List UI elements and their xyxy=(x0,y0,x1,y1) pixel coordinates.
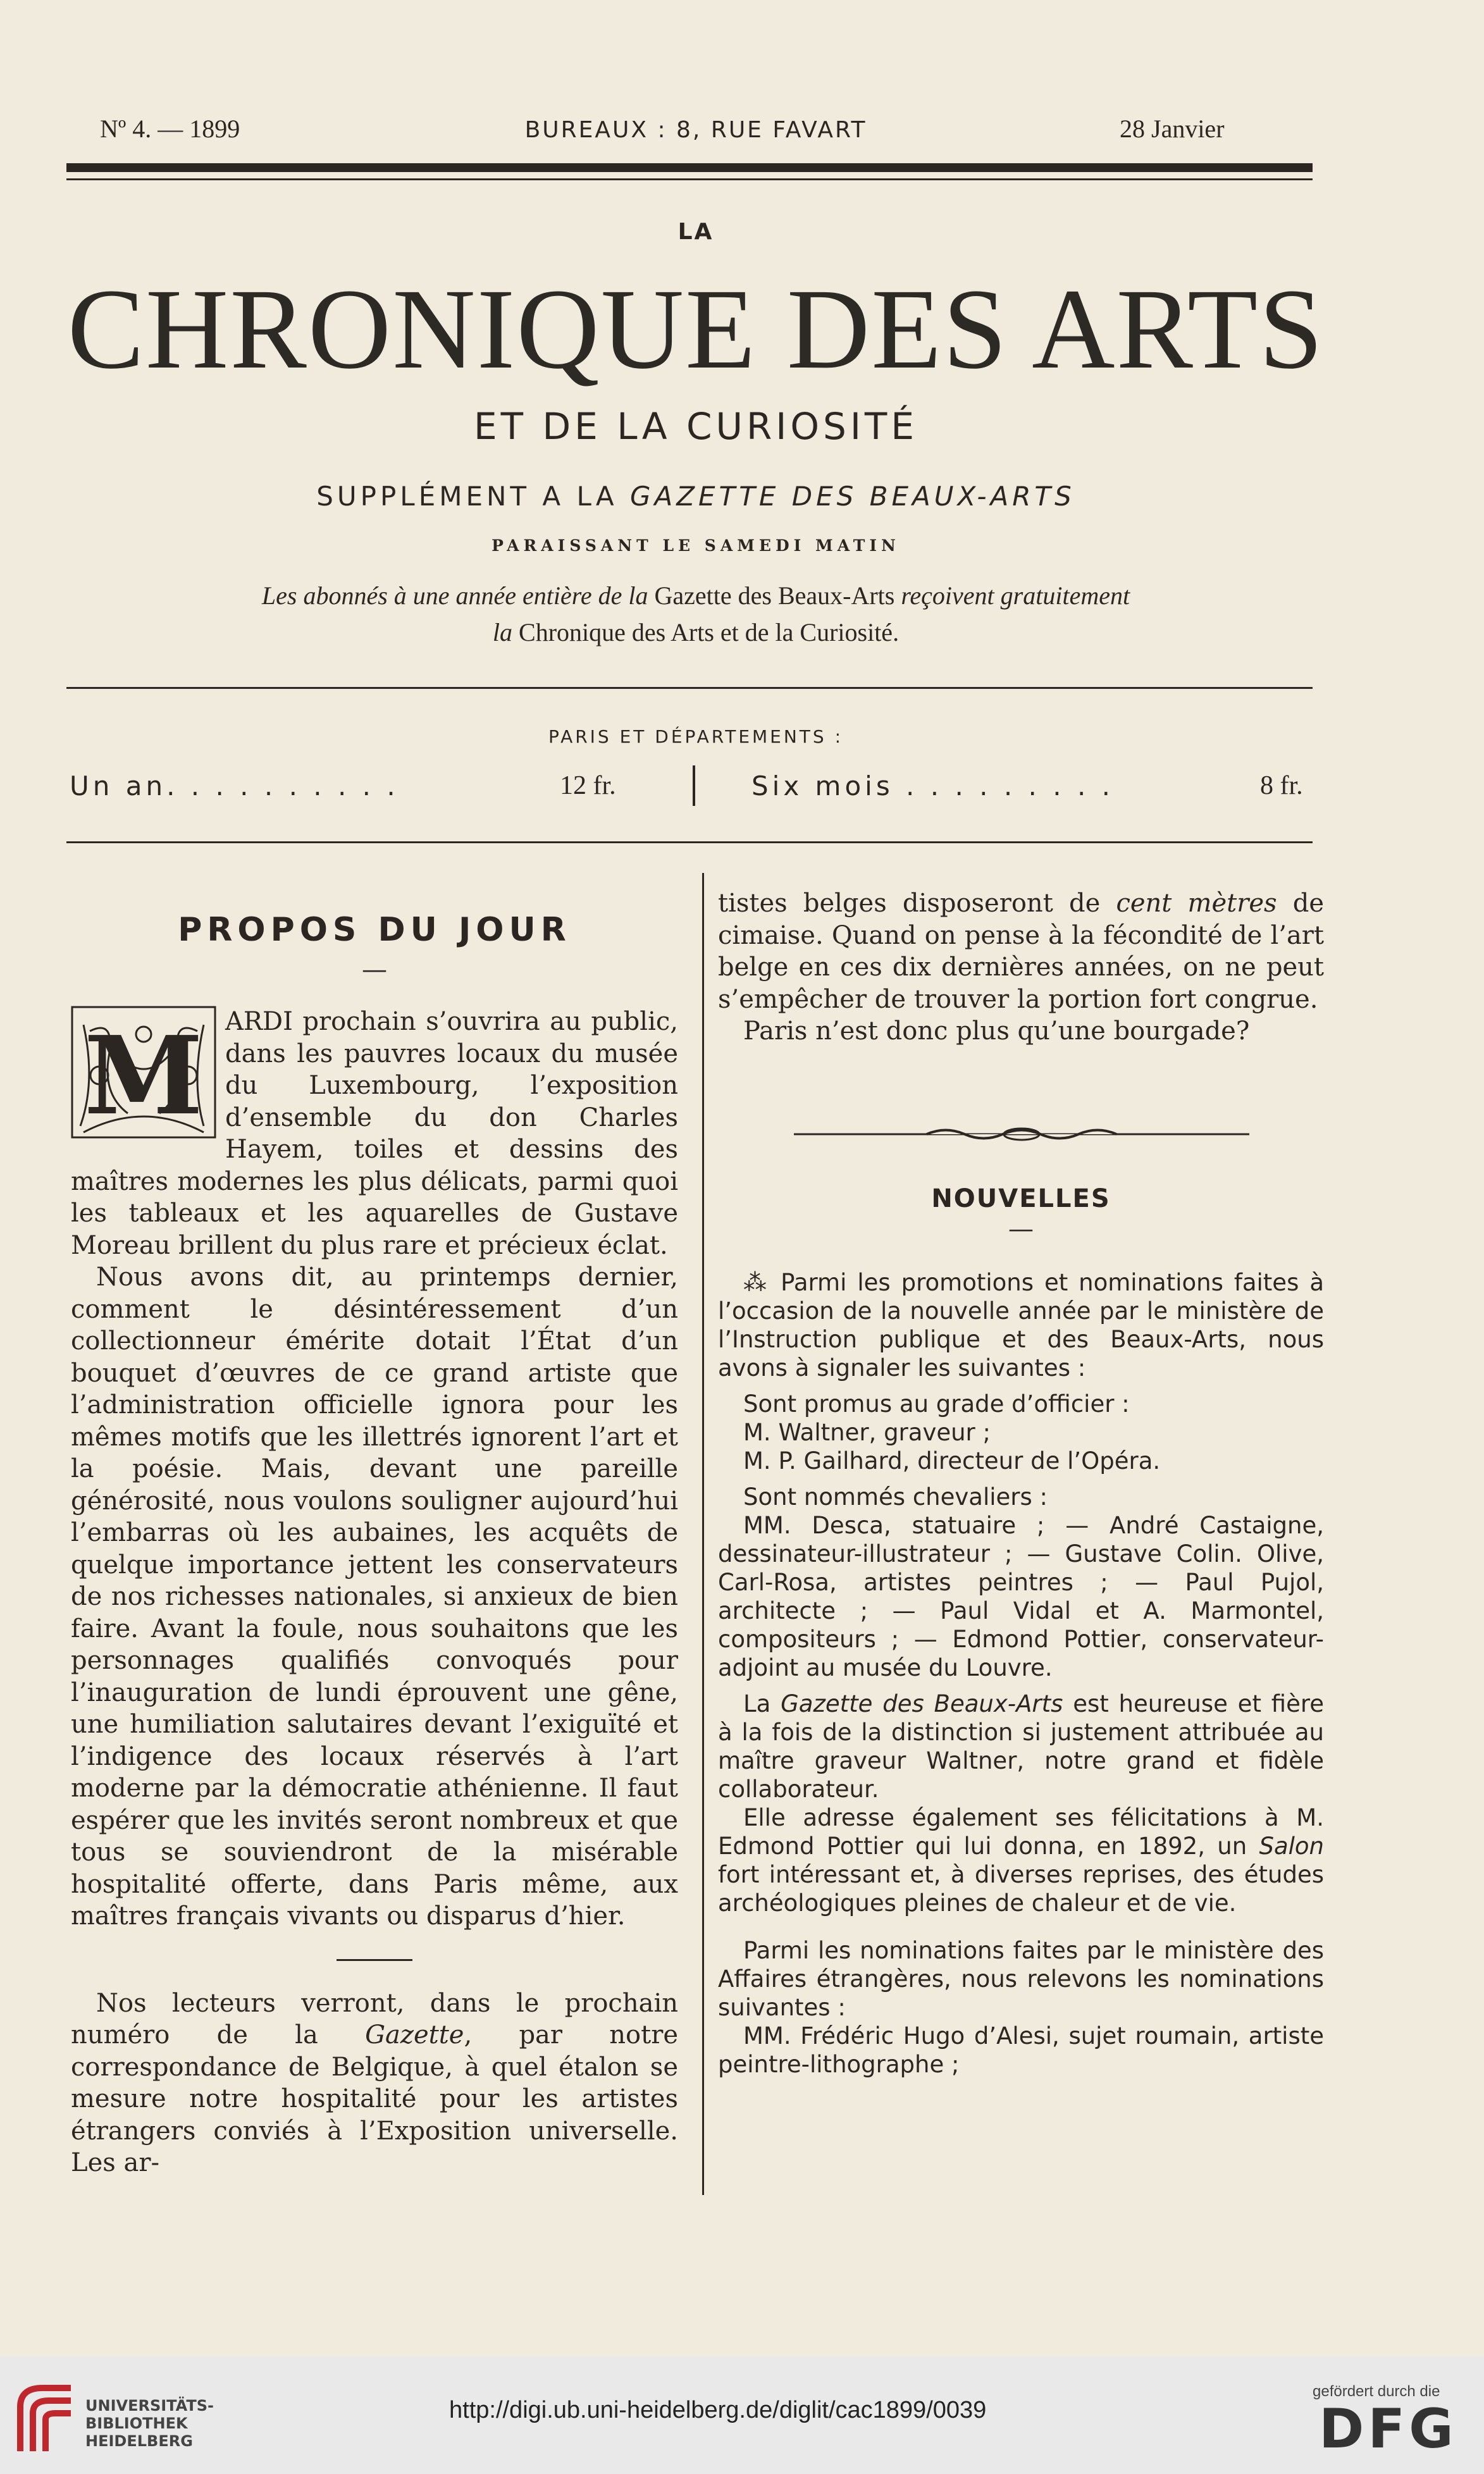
subscribers-text-a: Les abonnés à une année entière de la xyxy=(261,581,648,610)
nouvelles-heading: NOUVELLES xyxy=(931,1184,1111,1213)
propos-paragraph-2: Nous avons dit, au printemps dernier, comment le désintéressement d’un collectionneur émérite dotait l’État d’un bouquet d’œuvres de ce grand artiste que l’administration officielle ignora pour les mêmes motifs que les illettrés ignorent l’art et la poésie. Mais, devant une pareille générosité, nous voulons souligner aujourd’hui l’embarras où les aubaines, les acquêts de quelque importance jettent les conservateurs de nos richesses nationales, si anxieux de bien faire. Avant la foule, nous souhaitons que les personnages qualifiés convoqués pour l’inauguration de lundi éprouvent une gêne, une humiliation salutaires devant l’exiguïté et l’indigence des locaux réservés à l’art moderne par la démocratie athénienne. Il faut espérer que les invités seront nombreux et que tous se souviendront de la misérable hospitalité offerte, dans Paris même, aux maîtres français vivants ou disparus d’hier. xyxy=(71,1263,678,1931)
nouvelles-waltner: M. Waltner, graveur ; xyxy=(743,1419,991,1446)
propos-continuation xyxy=(718,888,1324,1048)
issue-date: 28 Janvier xyxy=(1120,114,1225,143)
n8-salon: Salon xyxy=(1259,1833,1324,1860)
price-six-months-amount: 8 fr. xyxy=(1260,771,1303,800)
para3-text-a: Nos lecteurs verront, dans le prochain numéro de la xyxy=(71,1988,678,2050)
pricing-heading: PARIS ET DÉPARTEMENTS : xyxy=(548,726,844,747)
price-year-label: Un an. . . . . . . . . . xyxy=(70,770,399,801)
nouvelles-dash: — xyxy=(1008,1215,1034,1244)
nouvelles-chevaliers-list: MM. Desca, statuaire ; — André Castaigne, dessinateur-illustrateur ; — Gustave Colin. Olive, Carl-Rosa, artistes peintres ; — Paul Pujol, architecte ; — Paul Vidal et A. Marmontel, compositeurs ; — Edmond Pottier, conservateur-adjoint au musée du Louvre. xyxy=(718,1512,1324,1681)
subscribers-text-c: reçoivent gratuitement xyxy=(901,581,1130,610)
supplement-prefix: SUPPLÉMENT A LA xyxy=(316,481,630,512)
n7-text-a: La xyxy=(743,1690,781,1717)
funded-by-label: gefördert durch die xyxy=(1313,2383,1440,2400)
subscribers-gazette: Gazette des Beaux-Arts xyxy=(654,581,895,610)
n8-text-a: Elle adresse également ses félicitations à M. Edmond Pottier qui lui donna, en 1892, un xyxy=(718,1804,1324,1860)
propos-paragraph-3 xyxy=(71,1988,678,2179)
nouvelles-hugo-dalesi: MM. Frédéric Hugo d’Alesi, sujet roumain, artiste peintre-lithographe ; xyxy=(718,2022,1324,2078)
n8-text-b: fort intéressant et, à diverses reprises, des études archéologiques pleines de chaleur et de vie. xyxy=(718,1861,1324,1917)
subscribers-la: la xyxy=(492,618,513,646)
subscribers-line-2 xyxy=(0,617,1392,647)
price-six-months-label: Six mois . . . . . . . . . xyxy=(751,770,1115,801)
footer-bar xyxy=(0,2356,1484,2474)
nouvelles-gailhard: M. P. Gailhard, directeur de l’Opéra. xyxy=(743,1447,1161,1475)
para3-text-b: , par notre correspondance de Belgique, à quel étalon se mesure notre hospitalité pour les artistes étrangers conviés à l’Exposition universelle. Les ar- xyxy=(71,2020,679,2177)
n7-gazette: Gazette des Beaux-Arts xyxy=(781,1690,1063,1717)
ornamental-dropcap xyxy=(71,1006,216,1139)
digitization-url[interactable]: http://digi.ub.uni-heidelberg.de/diglit/cac1899/0039 xyxy=(449,2397,987,2423)
price-year-amount: 12 fr. xyxy=(560,771,616,800)
nouvelles-paragraph-1: ⁂ Parmi les promotions et nominations faites à l’occasion de la nouvelle année par le ministère de l’Instruction publique et des Beaux-Arts, nous avons à signaler les suivantes : xyxy=(718,1269,1324,1382)
n7-text-b: est heureuse et fière à la fois de la distinction si justement attribuée au maître graveur Waltner, notre grand et fidèle collaborateur. xyxy=(718,1690,1324,1803)
continuation-paragraph-1 xyxy=(718,888,1324,1015)
masthead-title: CHRONIQUE DES ARTS xyxy=(67,266,1325,393)
bureaux-address: BUREAUX : 8, RUE FAVART xyxy=(524,117,867,143)
masthead-rule xyxy=(66,687,1313,689)
propos-paragraph-1: ARDI prochain s’ouvrira au public, dans les pauvres locaux du musée du Luxembourg, l’exposition d’ensemble du don Charles Hayem, toiles et dessins des maîtres modernes les plus délicats, parmi quoi les tableaux et les aquarelles de Gustave Moreau brillent du plus rare et précieux éclat. xyxy=(71,1007,678,1260)
propos-du-jour-article xyxy=(71,1006,678,2179)
propos-du-jour-heading: PROPOS DU JOUR xyxy=(178,911,571,949)
pricing-divider xyxy=(693,765,695,806)
nouvelles-gazette-paragraph xyxy=(718,1690,1324,1803)
nouvelles-affaires-paragraph: Parmi les nominations faites par le ministère des Affaires étrangères, nous relevons les nominations suivantes : xyxy=(718,1937,1324,2021)
issue-number: Nº 4. — 1899 xyxy=(100,114,240,143)
pricing-rule xyxy=(66,841,1313,843)
publishing-schedule: PARAISSANT LE SAMEDI MATIN xyxy=(492,536,900,555)
header-rule-thin xyxy=(66,178,1313,180)
library-line-2: BIBLIOTHEK xyxy=(85,2415,188,2432)
ornamental-divider-icon xyxy=(794,1125,1249,1144)
supplement-line xyxy=(0,481,1392,512)
continuation-cent-metres: cent mètres xyxy=(1116,889,1277,918)
nouvelles-pottier-paragraph xyxy=(718,1803,1324,1917)
library-line-1: UNIVERSITÄTS- xyxy=(85,2397,214,2415)
dfg-logo: DFG xyxy=(1319,2397,1457,2461)
nouvelles-chevaliers-heading: Sont nommés chevaliers : xyxy=(743,1483,1048,1511)
dropcap-letter: M xyxy=(83,1013,204,1139)
section-separator xyxy=(337,1959,412,1961)
dropcap-m-icon xyxy=(71,1006,216,1139)
masthead-subtitle: ET DE LA CURIOSITÉ xyxy=(473,405,918,448)
subscribers-line-1 xyxy=(0,581,1392,610)
masthead-la: LA xyxy=(677,219,714,245)
propos-dash: — xyxy=(362,955,387,984)
continuation-text-a: tistes belges disposeront de xyxy=(718,889,1116,918)
library-name xyxy=(85,2397,214,2450)
supplement-gazette: GAZETTE DES BEAUX-ARTS xyxy=(629,481,1075,512)
library-logo-icon xyxy=(14,2382,77,2458)
para3-gazette: Gazette xyxy=(365,2020,464,2050)
nouvelles-article xyxy=(718,1268,1324,2079)
library-line-3: HEIDELBERG xyxy=(85,2432,193,2450)
continuation-text-b: de cimaise. Quand on pense à la fécondité de l’art belge en ces dix dernières années, on ne peut s’empêcher de trouver la portion fort congrue. xyxy=(718,889,1325,1014)
subscribers-chronique: Chronique des Arts et de la Curiosité. xyxy=(519,618,900,646)
continuation-paragraph-2: Paris n’est donc plus qu’une bourgade? xyxy=(743,1017,1250,1046)
nouvelles-officier-heading: Sont promus au grade d’officier : xyxy=(743,1390,1130,1418)
column-divider xyxy=(702,873,704,2195)
header-rule-thick xyxy=(66,163,1313,172)
